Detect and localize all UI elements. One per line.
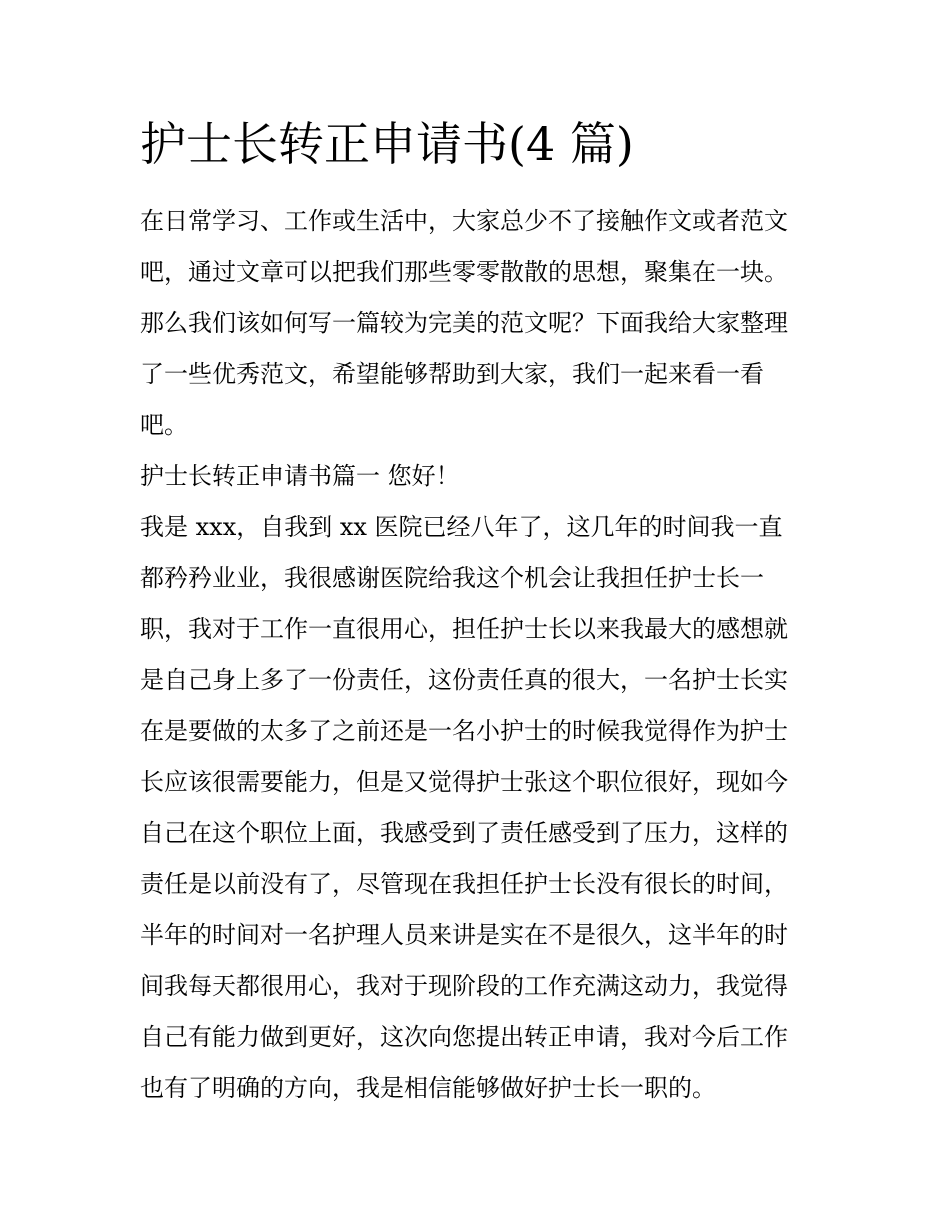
body-line: 自己在这个职位上面，我感受到了责任感受到了压力，这样的 (140, 819, 788, 847)
body-line: 半年的时间对一名护理人员来讲是实在不是很久，这半年的时 (140, 921, 788, 949)
body-line: 也有了明确的方向，我是相信能够做好护士长一职的。 (140, 1074, 716, 1102)
body-line: 责任是以前没有了，尽管现在我担任护士长没有很长的时间， (140, 870, 788, 898)
intro-line: 吧。 (140, 411, 188, 439)
body-line: 自己有能力做到更好，这次向您提出转正申请，我对今后工作 (140, 1023, 788, 1051)
body-line: 长应该很需要能力，但是又觉得护士张这个职位很好，现如今 (140, 768, 788, 796)
body-line: 都矜矜业业，我很感谢医院给我这个机会让我担任护士长一 (140, 564, 764, 592)
document-title: 护士长转正申请书(4 篇) (140, 117, 634, 171)
intro-line: 在日常学习、工作或生活中，大家总少不了接触作文或者范文 (140, 207, 788, 235)
intro-line: 那么我们该如何写一篇较为完美的范文呢？下面我给大家整理 (140, 309, 788, 337)
body-line: 我是 xxx，自我到 xx 医院已经八年了，这几年的时间我一直 (140, 513, 783, 541)
body-line: 间我每天都很用心，我对于现阶段的工作充满这动力，我觉得 (140, 972, 788, 1000)
intro-line: 了一些优秀范文，希望能够帮助到大家，我们一起来看一看 (140, 360, 764, 388)
body-line: 在是要做的太多了之前还是一名小护士的时候我觉得作为护士 (140, 717, 788, 745)
body-line: 职，我对于工作一直很用心，担任护士长以来我最大的感想就 (140, 615, 788, 643)
section-heading: 护士长转正申请书篇一 您好！ (140, 462, 460, 490)
body-line: 是自己身上多了一份责任，这份责任真的很大，一名护士长实 (140, 666, 788, 694)
intro-line: 吧，通过文章可以把我们那些零零散散的思想，聚集在一块。 (140, 258, 788, 286)
